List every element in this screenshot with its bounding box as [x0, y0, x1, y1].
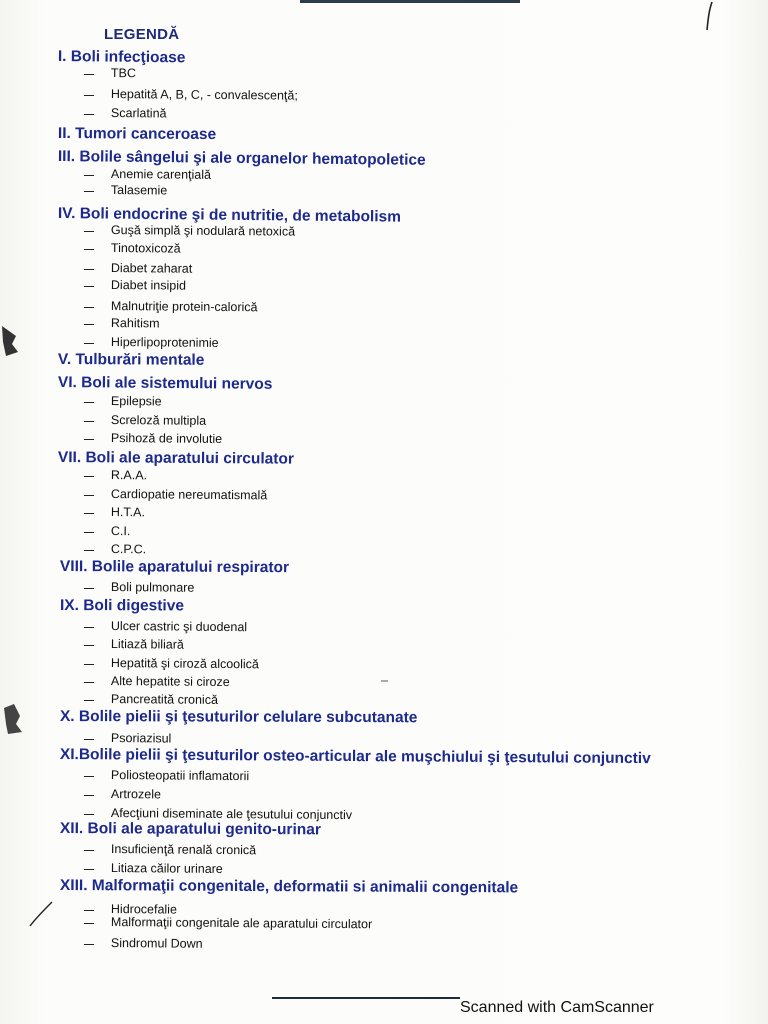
section-heading: XI.Bolile pielii şi ţesuturilor osteo-articular ale muşchiului şi ţesutului conjunctiv — [59, 746, 651, 768]
list-item: Hidrocefalie — [110, 902, 178, 917]
list-item: Anemie carenţială — [110, 167, 212, 182]
list-bullet-dash — [84, 776, 94, 777]
list-item: Litiază biliară — [110, 637, 184, 652]
list-item: TBC — [110, 66, 136, 81]
list-item: Hiperlipoprotenimie — [110, 335, 219, 350]
list-bullet-dash — [84, 850, 94, 851]
list-item: Screloză multipla — [110, 413, 207, 428]
camscanner-watermark: Scanned with CamScanner — [460, 999, 654, 1016]
list-item: Sindromul Down — [110, 936, 203, 951]
list-bullet-dash — [84, 421, 94, 422]
section-heading: IV. Boli endocrine şi de nutritie, de metabolism — [57, 205, 402, 226]
list-bullet-dash — [84, 795, 94, 796]
list-bullet-dash — [84, 324, 94, 325]
list-bullet-dash — [84, 476, 94, 477]
list-bullet-dash — [84, 343, 94, 344]
list-item: Guşă simplă şi nodulară netoxică — [110, 223, 296, 239]
list-bullet-dash — [84, 95, 94, 96]
section-heading: VIII. Bolile aparatului respirator — [59, 558, 290, 577]
list-item: Scarlatină — [110, 106, 167, 121]
section-heading: VII. Boli ale aparatului circulator — [57, 449, 295, 468]
list-item: Hepatită şi ciroză alcoolică — [110, 656, 259, 672]
list-item: Ulcer castric şi duodenal — [110, 619, 248, 635]
list-bullet-dash — [84, 869, 94, 870]
list-bullet-dash — [84, 645, 94, 646]
list-bullet-dash — [84, 439, 94, 440]
list-item: Malformaţii congenitale ale aparatului circulator — [110, 915, 373, 932]
section-heading: I. Boli infecţioase — [57, 48, 186, 67]
list-item: Poliosteopatii inflamatorii — [110, 768, 250, 784]
legend-title: LEGENDĂ — [104, 26, 180, 43]
list-item: Litiaza căilor urinare — [110, 861, 223, 876]
list-item: H.T.A. — [110, 505, 146, 520]
list-item: Psihoză de involutie — [110, 431, 223, 446]
list-bullet-dash — [84, 286, 94, 287]
list-bullet-dash — [84, 402, 94, 403]
section-heading: II. Tumori canceroase — [57, 125, 217, 144]
list-item: Rahitism — [110, 316, 160, 331]
list-bullet-dash — [84, 739, 94, 740]
bottom-edge-mark — [272, 997, 460, 999]
list-item: Epilepsie — [110, 394, 162, 409]
section-heading: IX. Boli digestive — [59, 597, 185, 615]
section-heading: XIII. Malformaţii congenitale, deformatii si animalii congenitale — [59, 877, 519, 897]
list-bullet-dash — [84, 307, 94, 308]
section-heading: X. Bolile pielii şi ţesuturilor celulare subcutanate — [59, 708, 418, 727]
list-item: Artrozele — [110, 787, 162, 802]
section-heading: III. Bolile sângelui şi ale organelor hematopoletice — [57, 148, 426, 169]
list-bullet-dash — [84, 231, 94, 232]
section-heading: VI. Boli ale sistemului nervos — [57, 374, 273, 393]
section-heading: XII. Boli ale aparatului genito-urinar — [59, 820, 321, 839]
list-bullet-dash — [84, 532, 94, 533]
list-bullet-dash — [84, 550, 94, 551]
list-item: Boli pulmonare — [110, 580, 195, 595]
list-bullet-dash — [84, 249, 94, 250]
list-item: Alte hepatite si ciroze — [110, 674, 230, 690]
list-bullet-dash — [84, 627, 94, 628]
list-bullet-dash — [84, 191, 94, 192]
list-bullet-dash — [84, 588, 94, 589]
list-item: Hepatită A, B, C, - convalescenţă; — [110, 87, 298, 103]
list-item: Tinotoxicoză — [110, 241, 181, 256]
list-bullet-dash — [84, 944, 94, 945]
list-item: C.P.C. — [110, 542, 147, 557]
list-item: R.A.A. — [110, 468, 148, 483]
list-bullet-dash — [84, 814, 94, 815]
list-item: Afecţiuni diseminate ale ţesutului conjunctiv — [110, 806, 353, 823]
list-bullet-dash — [84, 664, 94, 665]
list-item: Diabet insipid — [110, 278, 187, 293]
list-item: Cardiopatie nereumatismală — [110, 487, 268, 503]
list-item: Talasemie — [110, 183, 168, 198]
list-bullet-dash — [84, 269, 94, 270]
list-item: Pancreatită cronică — [110, 692, 219, 707]
list-item: C.I. — [110, 524, 131, 539]
list-bullet-dash — [84, 495, 94, 496]
list-bullet-dash — [84, 700, 94, 701]
list-bullet-dash — [84, 682, 94, 683]
list-bullet-dash — [84, 175, 94, 176]
list-item: Psoriazisul — [110, 731, 172, 746]
list-bullet-dash — [84, 74, 94, 75]
list-bullet-dash — [84, 114, 94, 115]
list-item: Diabet zaharat — [110, 261, 193, 276]
section-heading: V. Tulburări mentale — [57, 351, 205, 369]
list-item: Malnutriţie protein-calorică — [110, 299, 258, 315]
list-bullet-dash — [84, 923, 94, 924]
list-item: Insuficienţă renală cronică — [110, 842, 257, 858]
list-bullet-dash — [84, 910, 94, 911]
list-bullet-dash — [84, 513, 94, 514]
